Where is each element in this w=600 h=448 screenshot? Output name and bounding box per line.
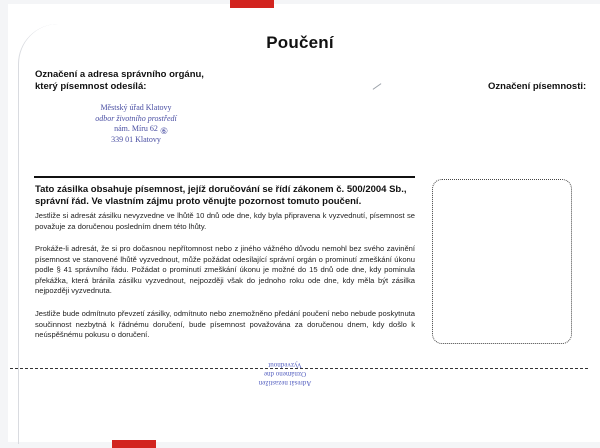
delivery-stamp-line-3: Vyzvednout — [268, 361, 302, 369]
delivery-stamp — [250, 360, 320, 387]
reference-box — [432, 179, 572, 344]
sender-label: Označení a adresa správního orgánu, který písemnost odesílá: — [35, 69, 204, 92]
red-tab-top — [230, 0, 274, 8]
delivery-stamp-line-2: Oznámeno dne — [263, 370, 307, 378]
divider-rule — [34, 176, 415, 178]
notice-paragraph-3: Jestliže bude odmítnuto převzetí zásilky, odmítnuto nebo znemožněno předání poučení nebo nebude poskytnuta součinnost nezbytná k řádnému doručení, bude písemnost považována za doručenou dnem, kdy došlo k neúspěšnému pokusu o doručení. — [35, 309, 415, 340]
stamp-line-department: odbor životního prostředí — [95, 113, 177, 123]
stamp-line-city: 339 01 Klatovy — [111, 134, 161, 144]
delivery-stamp-line-1: Adresát nezastižen — [258, 379, 312, 387]
notice-paragraph-2: Prokáže-li adresát, že si pro dočasnou nepřítomnost nebo z jiného vážného důvodu nemohl bez svého zavinění písemnost ve stanovené lhůtě vyzvednout, může požádat odesílající správní orgán o prominutí zmeškání úkonu podle § 41 správního řádu. Požádat o prominutí zmeškání úkonu je možné do 15 dnů ode dne, kdy pominula překážka, která bránila zásilku vyzvednout, nejpozději však do jednoho roku ode dne, kdy měla být zásilka nejpozději vyzvednuta. — [35, 244, 415, 296]
stamp-line-street: nám. Míru 62 — [114, 124, 158, 133]
stamp-symbol: ⑥ — [160, 126, 169, 136]
page-title: Poučení — [266, 33, 334, 52]
document-reference-label: Označení písemnosti: — [488, 81, 587, 92]
notice-lead: Tato zásilka obsahuje písemnost, jejíž doručování se řídí zákonem č. 500/2004 Sb., správní řád. Ve vlastním zájmu proto věnujte pozornost tomuto poučení. — [35, 184, 407, 207]
sender-stamp — [76, 103, 196, 145]
notice-paragraph-1: Jestliže si adresát zásilku nevyzvedne ve lhůtě 10 dnů ode dne, kdy byla připravena k vyzvednutí, písemnost se považuje za doručenou posledním dnem této lhůty. — [35, 211, 415, 231]
stamp-line-office: Městský úřad Klatovy — [100, 103, 172, 112]
